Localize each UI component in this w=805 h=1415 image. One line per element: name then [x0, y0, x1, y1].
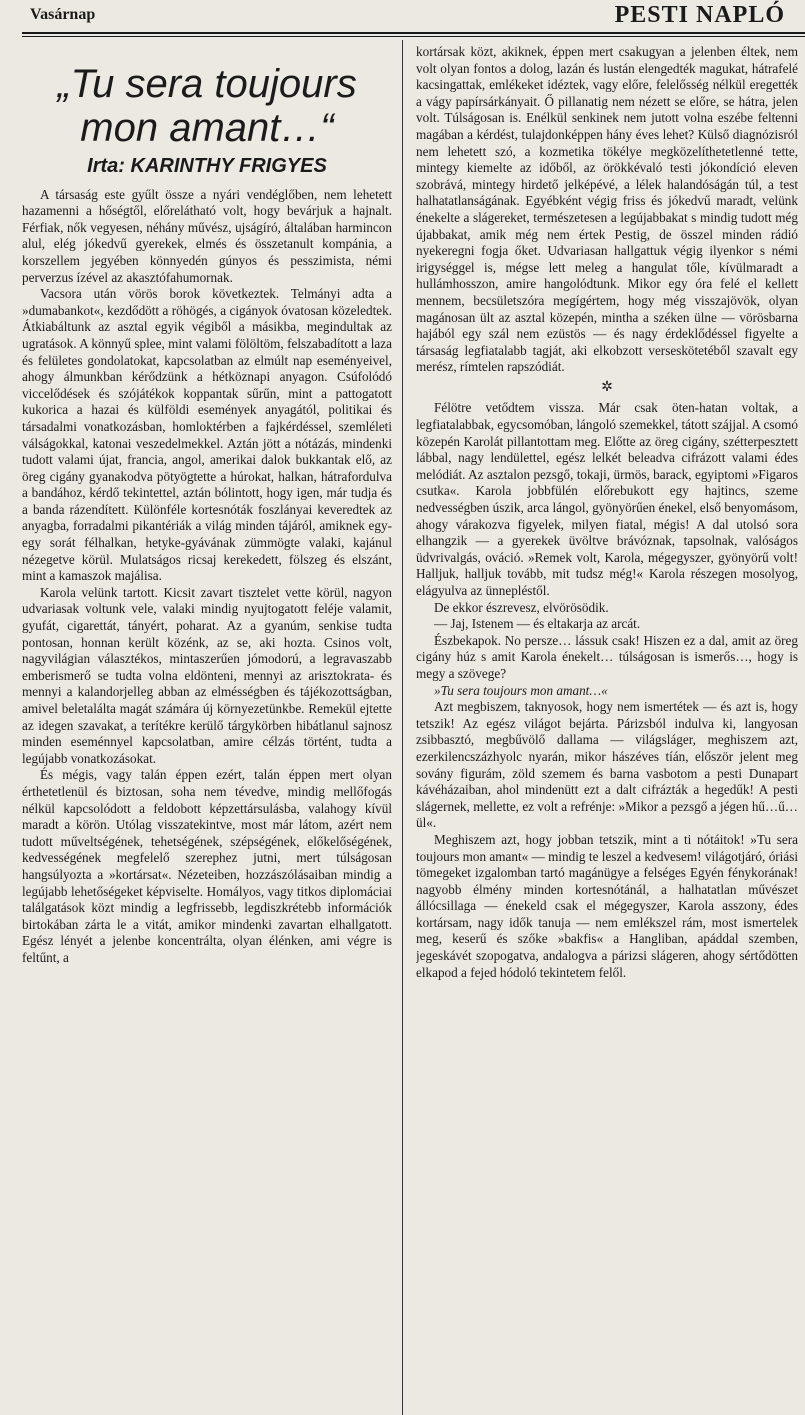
paragraph: — Jaj, Istenem — és eltakarja az arcát. — [434, 616, 641, 632]
song-title-line: »Tu sera toujours mon amant…« — [434, 682, 608, 698]
paragraph: A társaság este gyűlt össze a nyári vendéglőben, nem lehetett hazamenni a hőségtől, előrelátható volt, hogy bevárjuk a hajnalt. Férfiak, nők vegyesen, néhány művész, ujságíró, általában harmincon alul, elég jókedvű gyerekek, elmés és összetanult kompánia, a korszellem jegyében könnyedén gúnyos és pesszimista, némi perverzus ízével az akasztófahumornak. — [22, 186, 392, 285]
paragraph: Észbekapok. No persze… lássuk csak! Hiszen ez a dal, amit az öreg cigány húz s amit Karola énekelt… túlságosan is ismerős…, hogy is megy a szövege? — [416, 632, 798, 681]
article-right-column — [416, 44, 798, 1414]
paragraph: Vacsora után vörös borok következtek. Telmányi adta a »dumabankot«, kezdődött a röhögés, a cigányok óvatosan közeledtek. Átkiabáltunk az asztal egyik végiből a másikba, megindultak az ugratások. A könnyű splee, mint valami fölöltöm, felszabadított a laza és felületes gondolatokat, kapcsolatban az elmúlt nap eseményeivel, ahogy álmunkban kérődzünk a hétköznapi anyagon. Csúfolódó viccelődések és szójátékok koppantak sűrűn, mint a pattogatott kukorica a hazai és külföldi események anyagától, politikai és társadalmi vonatkozásban, homloktérben a fajkérdéssel, szemléleti válságokkal, katonai veszedelmekkel. Aztán jött a nótázás, mindenki tudott valami újat, francia, angol, amerikai dalok bukkantak elő, az öreg cigány gyanakodva pötyögtette a húrokat, halkan, hátrafordulva a bandához, kérdő tekintettel, aztán bólintott, hogy igen, már tudja és a banda rázendített. Különféle kortesnóták foszlányai keveredtek az anyagba, forradalmi pikantériák a világ minden tájáról, amiknek egy-egy sorát félhalkan, hetyke-gyávának zümmögte valaki, kajánul nézegetve körül. Mulatságos ricsaj kerekedett, fölszeg és elszánt, mint a kamaszok majálisa. — [22, 286, 392, 584]
paragraph: Félötre vetődtem vissza. Már csak öten-hatan voltak, a legfiatalabbak, egycsomóban, lángoló szemekkel, tátott szájjal. A csomó közepén Karolát pillantottam meg. Előtte az öreg cigány, szétterpesztett lábbal, nagy lendülettel, egész lelkét beleadva cifrázott valami édes melódiát. Az asztalon pezsgő, tokaji, ürmös, barack, egyiptomi »Figaros csutka«. Karola jobbfülén előrebukott egy hajtincs, szeme nedvességben úszik, arca lángol, gyönyörűen énekel, első benyomásom, ahogy várakozva figyelek, milyen fiatal, mégis! A dal utolsó sora elhangzik — a gyerekek üvöltve brávóznak, tapsolnak, valóságos üdvrivalgás, ováció. »Remek volt, Karola, mégegyszer, gyönyörű volt! Halljuk, halljuk tovább, mit tudsz még!« Karola részegen mosolyog, elágyulva az ünnepléstől. — [416, 400, 798, 598]
paragraph: De ekkor észrevesz, elvörösödik. — [434, 599, 609, 615]
paragraph: Meghiszem azt, hogy jobban tetszik, mint a ti nótáitok! »Tu sera toujours mon amant« — mindig te leszel a kedvesem! világotjáró, óriási tömegeket izgalomban tartó magánügye a felséges Egyén fénykorának! nagyobb élmény minden kortesnótánál, a halhatatlan művészet állócsillaga — énekeld csak el mégegyszer, Karola asszony, édes kortársam, nagy idők tanuja — nem emlékszel rám, most ismertelek meg, keserű és szőke »bakfis« a Hangliban, apáddal szemben, jegeskávét szopogatva, andalogva a párizsi slágeren, ahogy sértődötten elkapod a fejed hódoló tekintetem felől. — [416, 831, 798, 980]
paragraph: És mégis, vagy talán éppen ezért, talán éppen mert olyan érthetetlenül és biztosan, soha nem tévedve, mindig mellőfogás nélkül kapcsolódott a feldobott képzettársulásba, valahogy kívül maradt a körön. Utólag visszatekintve, most már látom, azért nem tudott műveltségének, tehetségének, szépségének, előkelőségének, kedvességének megfelelő szerephez jutni, mert túlságosan hangsúlyozta a »kortársat«. Nézeteiben, hozzászólásaiban mindig a legújabb lehetőségeket képviselte. Homályos, vagy titkos diplomáciai találgatások közt mindig a legfrissebb, legdiszkrétebb információk birtokában zárta le a vitát, amikor mindenki zavartan elhallgatott. Egész lényét a jelenbe koncentrálta, olyan élénken, ami végre is feltűnt, a — [22, 767, 392, 965]
masthead — [0, 0, 805, 40]
article-title: „Tu sera toujours mon amant…“ — [57, 62, 357, 150]
paragraph: Azt megbiszem, taknyosok, hogy nem ismertétek — és azt is, hogy tetszik! Az egész világot bejárta. Párizsból indulva ki, langyosan zsibbasztó, megbűvölő dallama — világsláger, meghiszem azt, ezerkilencszázhyolc nyarán, mikor hászéves tíán, először jelent meg sovány figurám, zöld szemem és barna vasbotom a pesti Dunapart kávéházaiban, ahol mindenütt ezt a dalt cifrázták a hegedűk! A pesti slágernek, mellette, ez volt a refrénje: »Mikor a pezsgő a jégen hű…ű…ül«. — [416, 699, 798, 831]
masthead-rule — [22, 32, 805, 34]
masthead-rule-thin — [22, 36, 805, 37]
newspaper-name: PESTI NAPLÓ — [614, 2, 785, 28]
section-separator-icon: ✲ — [601, 379, 613, 395]
issue-day: Vasárnap — [30, 6, 96, 23]
article-byline: Irta: KARINTHY FRIGYES — [87, 155, 327, 177]
article-left-column — [22, 44, 392, 1414]
paragraph: Karola velünk tartott. Kicsit zavart tisztelet vette körül, nagyon udvariasak voltunk vele, valaki mindig nyujtogatott feléje valamit, gyufát, cigarettát, tányért, poharat. Az a gyanúm, senkise tudta pontosan, honnan került közénk, az se, aki hozta. Csinos volt, nagyvilágian választékos, mintaszerűen jómodorú, a legravaszabb emberismerő se tudta volna eldönteni, mennyi az arisztokrata- és mennyi a kalandorjelleg abban az elmésségben és tájékozottságban, amivel beletalálta magát számára új környezetünkbe. Remekül ejtette az idegen szavakat, a terítékre kerülő tárgykörben hibátlanul sajnosz minden eseménnyel kapcsolatban, amire célzás történt, tudta a legújabb vonatkozásokat. — [22, 584, 392, 766]
paragraph: kortársak közt, akiknek, éppen mert csakugyan a jelenben éltek, nem volt olyan fontos a dolog, lazán és lustán elengedték magukat, hátrafelé kacsingattak, emlékeket idéztek, vagy előre, felelősség nélkül eregették a vágy papírsárkányait. Ő pillanatig nem nézett se előre, se hátra, jelen volt. Túlságosan is. Enélkül senkinek nem jutott volna eszébe feltenni magában a kérdést, tulajdonképpen hány éves lehet? Külső diagnózisról nem lehetett szó, a kozmetika tökélye megközelíthetetlenné tette, mintegy kiemelte az időből, az örökkévaló testi jókondíció eleven szobrává, mintegy hirdető jelképévé, a lélek halandóságán túl, a test halhatatlanságának. Egyébként végig friss és jókedvű maradt, velünk énekelte a slágereket, természetesen a legújabbakat s mindig tudott még újabbakat, amik még nem értek Pestig, de összel minden rádió nyekeregni fogja őket. Udvariasan hallgattuk végig ilyenkor s némi irigységgel is, mégse lett meleg a hangulat tőle, kívülmaradt a hullámhosszon, amire hangolódtunk. Mikor egy óra felé el kellett mennem, becsületszóra megígértem, hogy még visszajövök, olyan magánosan ült az asztal közepén, mintha a széken ülne — vörösbarna hajából egy szál nem ezüstös — és nagy érdeklődéssel figyelte a társaság legfiatalabb tagját, aki elkobzott verseskötetéből szavalt egy merész, rímtelen rapszódiát. — [416, 44, 798, 375]
column-divider — [402, 40, 403, 1415]
